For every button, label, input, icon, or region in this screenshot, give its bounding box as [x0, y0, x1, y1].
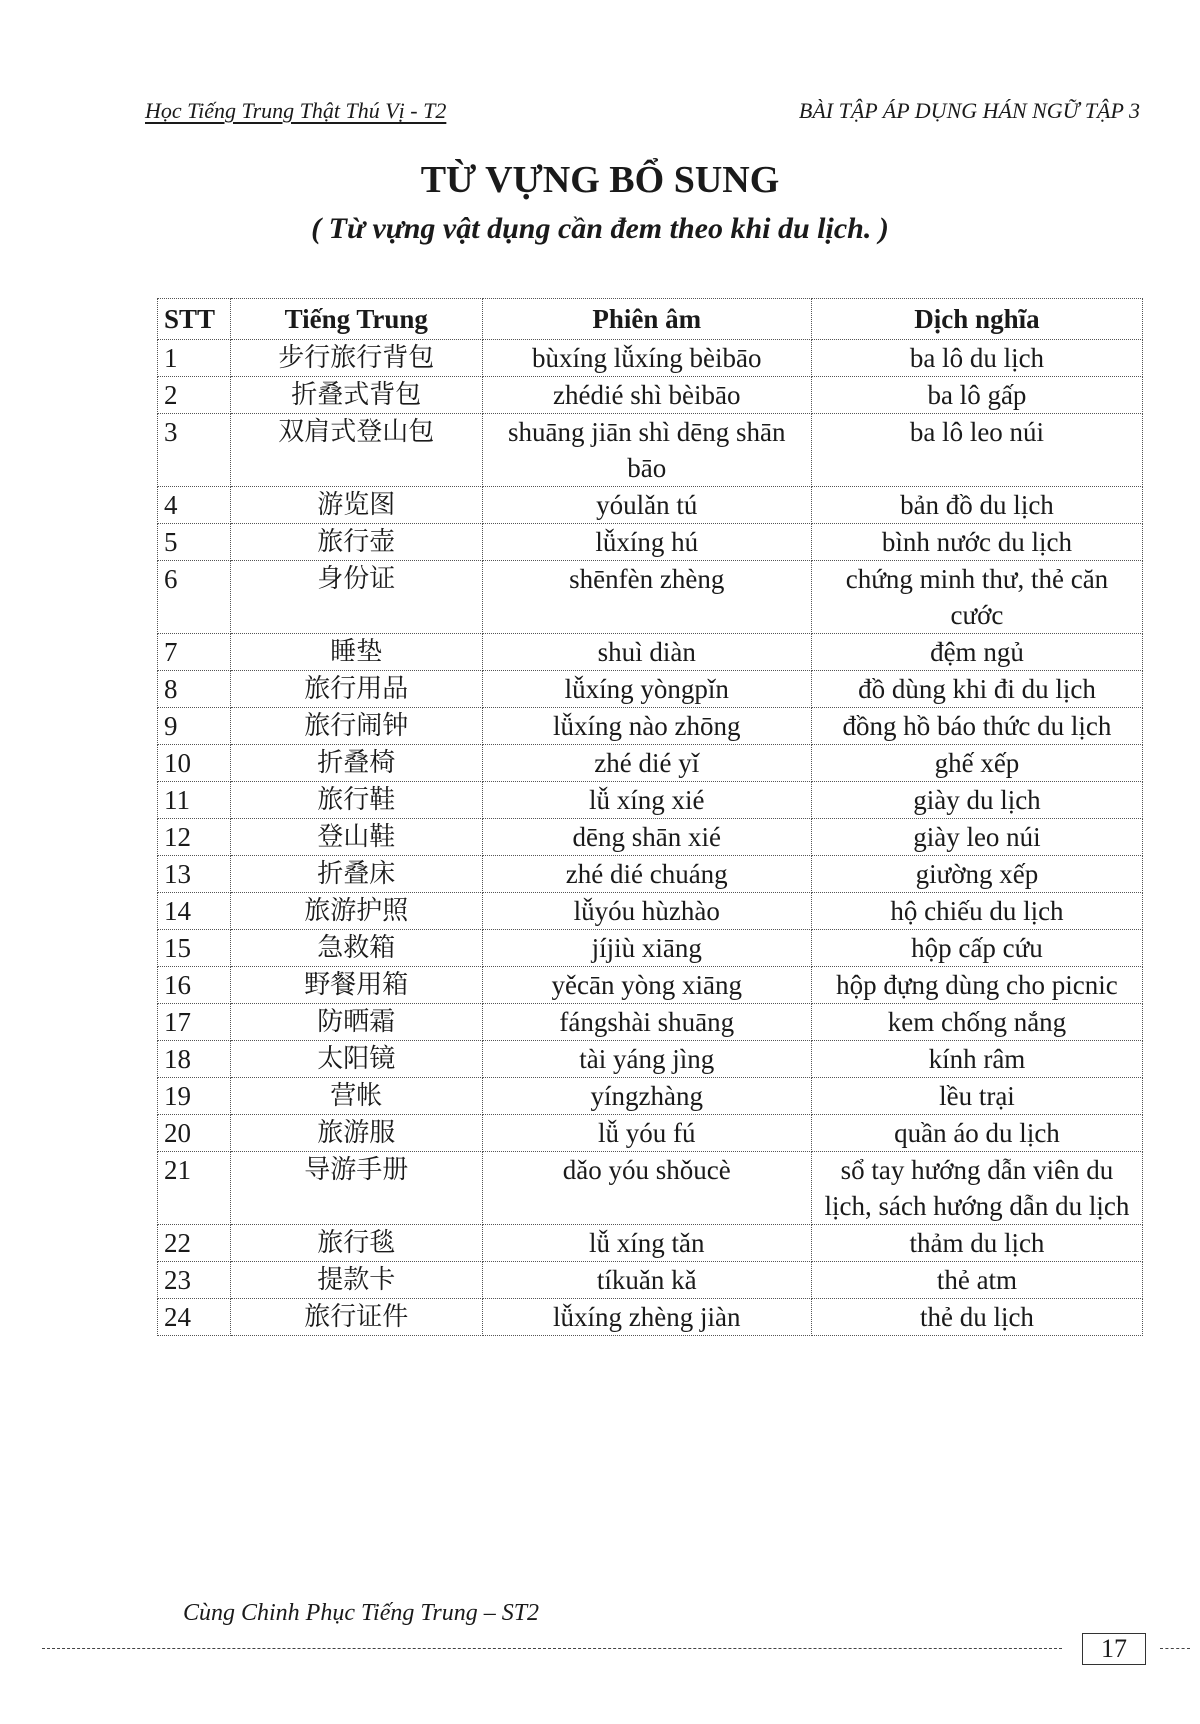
chinese-term: 旅游服	[230, 1115, 482, 1152]
chinese-term: 急救箱	[230, 930, 482, 967]
table-row	[158, 819, 1143, 856]
vietnamese-meaning: sổ tay hướng dẫn viên du lịch, sách hướng dẫn du lịch	[811, 1152, 1142, 1225]
row-number: 2	[158, 377, 231, 414]
pinyin: lǚxíng yòngpǐn	[482, 671, 811, 708]
pinyin: lǚ xíng xié	[482, 782, 811, 819]
table-header	[158, 299, 1143, 340]
pinyin: shuāng jiān shì dēng shān bāo	[482, 414, 811, 487]
vietnamese-meaning: hộp cấp cứu	[811, 930, 1142, 967]
row-number: 5	[158, 524, 231, 561]
row-number: 4	[158, 487, 231, 524]
row-number: 17	[158, 1004, 231, 1041]
row-number: 23	[158, 1262, 231, 1299]
footer-divider-right	[1160, 1648, 1190, 1649]
chinese-term: 游览图	[230, 487, 482, 524]
chinese-term: 导游手册	[230, 1152, 482, 1225]
row-number: 15	[158, 930, 231, 967]
vietnamese-meaning: kính râm	[811, 1041, 1142, 1078]
vietnamese-meaning: hộp đựng dùng cho picnic	[811, 967, 1142, 1004]
footer-text: Cùng Chinh Phục Tiếng Trung – ST2	[183, 1600, 540, 1626]
row-number: 1	[158, 340, 231, 377]
vietnamese-meaning: ghế xếp	[811, 745, 1142, 782]
row-number: 16	[158, 967, 231, 1004]
page-subtitle: ( Từ vựng vật dụng cần đem theo khi du lịch. )	[311, 212, 889, 245]
chinese-term: 折叠床	[230, 856, 482, 893]
chinese-term: 旅行证件	[230, 1299, 482, 1336]
pinyin: yěcān yòng xiāng	[482, 967, 811, 1004]
pinyin: zhé dié yǐ	[482, 745, 811, 782]
page-number: 17	[1082, 1633, 1146, 1665]
pinyin: tài yáng jìng	[482, 1041, 811, 1078]
vietnamese-meaning: đồng hồ báo thức du lịch	[811, 708, 1142, 745]
pinyin: yóulǎn tú	[482, 487, 811, 524]
header-stt: STT	[158, 299, 231, 340]
pinyin: tíkuǎn kǎ	[482, 1262, 811, 1299]
pinyin: lǚ xíng tǎn	[482, 1225, 811, 1262]
table-row	[158, 561, 1143, 634]
table-body	[158, 340, 1143, 1336]
table-row	[158, 1078, 1143, 1115]
table-row	[158, 1115, 1143, 1152]
vietnamese-meaning: lều trại	[811, 1078, 1142, 1115]
row-number: 20	[158, 1115, 231, 1152]
chinese-term: 太阳镜	[230, 1041, 482, 1078]
table-row	[158, 708, 1143, 745]
chinese-term: 折叠式背包	[230, 377, 482, 414]
pinyin: lǚxíng nào zhōng	[482, 708, 811, 745]
pinyin: dēng shān xié	[482, 819, 811, 856]
pinyin: dǎo yóu shǒucè	[482, 1152, 811, 1225]
chinese-term: 营帐	[230, 1078, 482, 1115]
chinese-term: 身份证	[230, 561, 482, 634]
vietnamese-meaning: giày leo núi	[811, 819, 1142, 856]
row-number: 14	[158, 893, 231, 930]
pinyin: lǚ yóu fú	[482, 1115, 811, 1152]
table-row	[158, 1225, 1143, 1262]
vietnamese-meaning: bình nước du lịch	[811, 524, 1142, 561]
pinyin: yíngzhàng	[482, 1078, 811, 1115]
pinyin: lǚxíng zhèng jiàn	[482, 1299, 811, 1336]
vietnamese-meaning: thảm du lịch	[811, 1225, 1142, 1262]
table-row	[158, 634, 1143, 671]
vietnamese-meaning: ba lô leo núi	[811, 414, 1142, 487]
table-row	[158, 377, 1143, 414]
pinyin: lǚxíng hú	[482, 524, 811, 561]
header-right: BÀI TẬP ÁP DỤNG HÁN NGỮ TẬP 3	[798, 98, 1140, 123]
row-number: 11	[158, 782, 231, 819]
chinese-term: 提款卡	[230, 1262, 482, 1299]
chinese-term: 旅行毯	[230, 1225, 482, 1262]
vietnamese-meaning: ba lô du lịch	[811, 340, 1142, 377]
vietnamese-meaning: giày du lịch	[811, 782, 1142, 819]
row-number: 10	[158, 745, 231, 782]
row-number: 9	[158, 708, 231, 745]
row-number: 19	[158, 1078, 231, 1115]
table-row	[158, 1262, 1143, 1299]
chinese-term: 旅行用品	[230, 671, 482, 708]
table-row	[158, 671, 1143, 708]
vietnamese-meaning: đồ dùng khi đi du lịch	[811, 671, 1142, 708]
table-row	[158, 1299, 1143, 1336]
table-row	[158, 967, 1143, 1004]
table-row	[158, 930, 1143, 967]
table-row	[158, 1041, 1143, 1078]
pinyin: lǚyóu hùzhào	[482, 893, 811, 930]
table-row	[158, 893, 1143, 930]
vietnamese-meaning: ba lô gấp	[811, 377, 1142, 414]
chinese-term: 野餐用箱	[230, 967, 482, 1004]
row-number: 13	[158, 856, 231, 893]
pinyin: zhédié shì bèibāo	[482, 377, 811, 414]
pinyin: zhé dié chuáng	[482, 856, 811, 893]
header-pinyin: Phiên âm	[482, 299, 811, 340]
vocabulary-table	[157, 298, 1143, 1336]
row-number: 12	[158, 819, 231, 856]
table-row	[158, 856, 1143, 893]
row-number: 21	[158, 1152, 231, 1225]
row-number: 18	[158, 1041, 231, 1078]
chinese-term: 双肩式登山包	[230, 414, 482, 487]
table-row	[158, 1152, 1143, 1225]
row-number: 3	[158, 414, 231, 487]
header-left: Học Tiếng Trung Thật Thú Vị - T2	[145, 98, 447, 123]
chinese-term: 折叠椅	[230, 745, 482, 782]
row-number: 6	[158, 561, 231, 634]
pinyin: jíjiù xiāng	[482, 930, 811, 967]
vietnamese-meaning: hộ chiếu du lịch	[811, 893, 1142, 930]
header-row	[158, 299, 1143, 340]
chinese-term: 防晒霜	[230, 1004, 482, 1041]
chinese-term: 旅行闹钟	[230, 708, 482, 745]
chinese-term: 旅游护照	[230, 893, 482, 930]
chinese-term: 登山鞋	[230, 819, 482, 856]
row-number: 8	[158, 671, 231, 708]
pinyin: shēnfèn zhèng	[482, 561, 811, 634]
table-row	[158, 414, 1143, 487]
header-chinese: Tiếng Trung	[230, 299, 482, 340]
header-meaning: Dịch nghĩa	[811, 299, 1142, 340]
vietnamese-meaning: quần áo du lịch	[811, 1115, 1142, 1152]
row-number: 7	[158, 634, 231, 671]
vietnamese-meaning: bản đồ du lịch	[811, 487, 1142, 524]
row-number: 22	[158, 1225, 231, 1262]
table-row	[158, 782, 1143, 819]
chinese-term: 步行旅行背包	[230, 340, 482, 377]
chinese-term: 睡垫	[230, 634, 482, 671]
vietnamese-meaning: kem chống nắng	[811, 1004, 1142, 1041]
footer-divider	[42, 1648, 1062, 1649]
table-row	[158, 1004, 1143, 1041]
table-row	[158, 487, 1143, 524]
row-number: 24	[158, 1299, 231, 1336]
vietnamese-meaning: chứng minh thư, thẻ căn cước	[811, 561, 1142, 634]
table-row	[158, 340, 1143, 377]
chinese-term: 旅行鞋	[230, 782, 482, 819]
page-title: TỪ VỰNG BỔ SUNG	[420, 159, 780, 201]
vietnamese-meaning: đệm ngủ	[811, 634, 1142, 671]
pinyin: shuì diàn	[482, 634, 811, 671]
vietnamese-meaning: giường xếp	[811, 856, 1142, 893]
vietnamese-meaning: thẻ du lịch	[811, 1299, 1142, 1336]
vietnamese-meaning: thẻ atm	[811, 1262, 1142, 1299]
table-row	[158, 745, 1143, 782]
pinyin: fángshài shuāng	[482, 1004, 811, 1041]
chinese-term: 旅行壶	[230, 524, 482, 561]
table-row	[158, 524, 1143, 561]
pinyin: bùxíng lǚxíng bèibāo	[482, 340, 811, 377]
